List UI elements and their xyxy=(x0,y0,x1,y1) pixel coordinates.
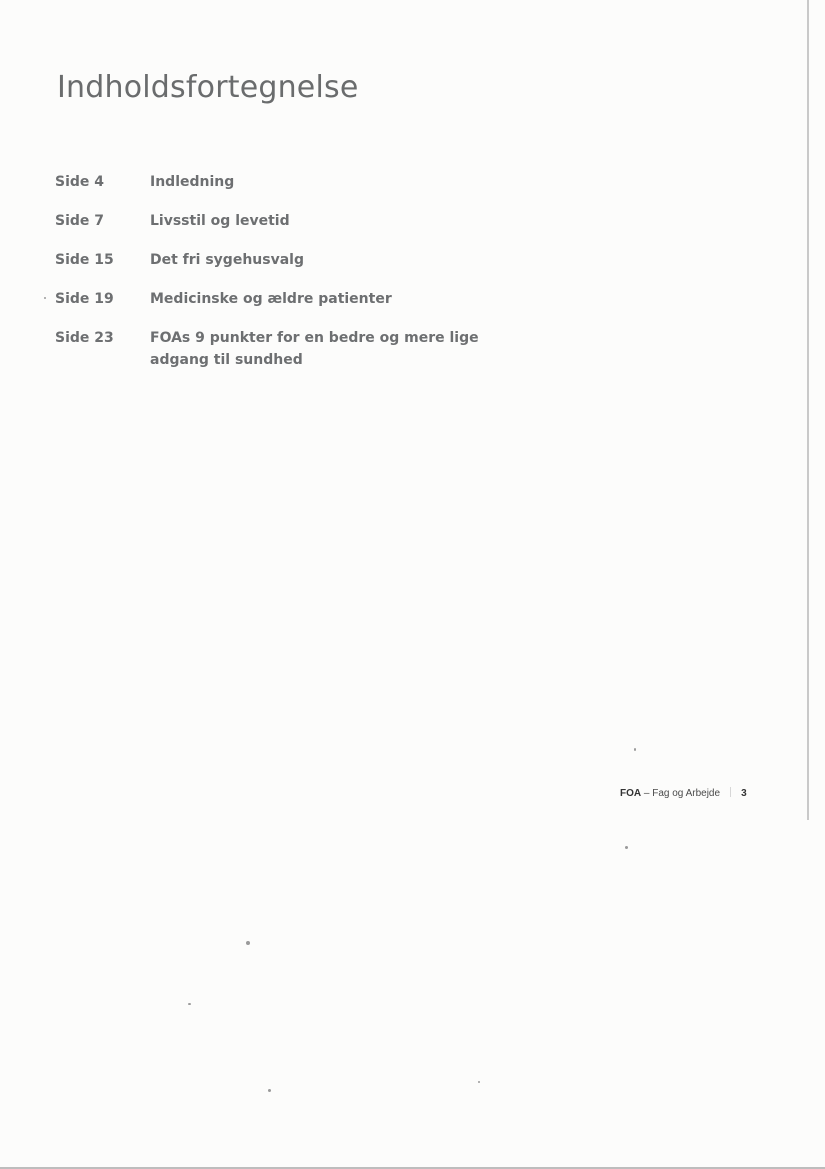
scan-speck xyxy=(634,748,636,751)
page-footer xyxy=(620,787,747,799)
scan-speck xyxy=(44,297,46,299)
footer-page-number: 3 xyxy=(741,788,747,799)
toc-page-number: Side 19 xyxy=(55,291,114,307)
toc-heading: Indledning xyxy=(150,174,235,190)
scan-speck xyxy=(625,846,628,849)
toc-heading: Det fri sygehusvalg xyxy=(150,252,304,268)
scan-speck xyxy=(246,941,250,945)
toc-page-number: Side 7 xyxy=(55,213,105,229)
toc-page-number: Side 23 xyxy=(55,330,114,346)
scan-speck xyxy=(188,1003,191,1005)
toc-entry xyxy=(55,288,525,310)
scan-speck xyxy=(478,1081,480,1083)
scan-speck xyxy=(268,1089,271,1092)
footer-brand: FOA xyxy=(620,788,642,799)
toc-heading: Livsstil og levetid xyxy=(150,213,290,229)
toc-entry xyxy=(55,327,525,371)
page-title: Indholdsfortegnelse xyxy=(57,70,359,105)
toc-heading: Medicinske og ældre patienter xyxy=(150,291,392,307)
table-of-contents xyxy=(55,171,525,388)
toc-entry xyxy=(55,210,525,232)
footer-divider xyxy=(730,787,731,797)
toc-entry xyxy=(55,171,525,193)
scan-edge-right xyxy=(807,0,809,820)
toc-page-number: Side 15 xyxy=(55,252,114,268)
toc-page-number: Side 4 xyxy=(55,174,105,190)
toc-entry xyxy=(55,249,525,271)
footer-tagline: – Fag og Arbejde xyxy=(641,788,721,799)
toc-heading: FOAs 9 punkter for en bedre og mere lige adgang til sundhed xyxy=(150,330,479,368)
